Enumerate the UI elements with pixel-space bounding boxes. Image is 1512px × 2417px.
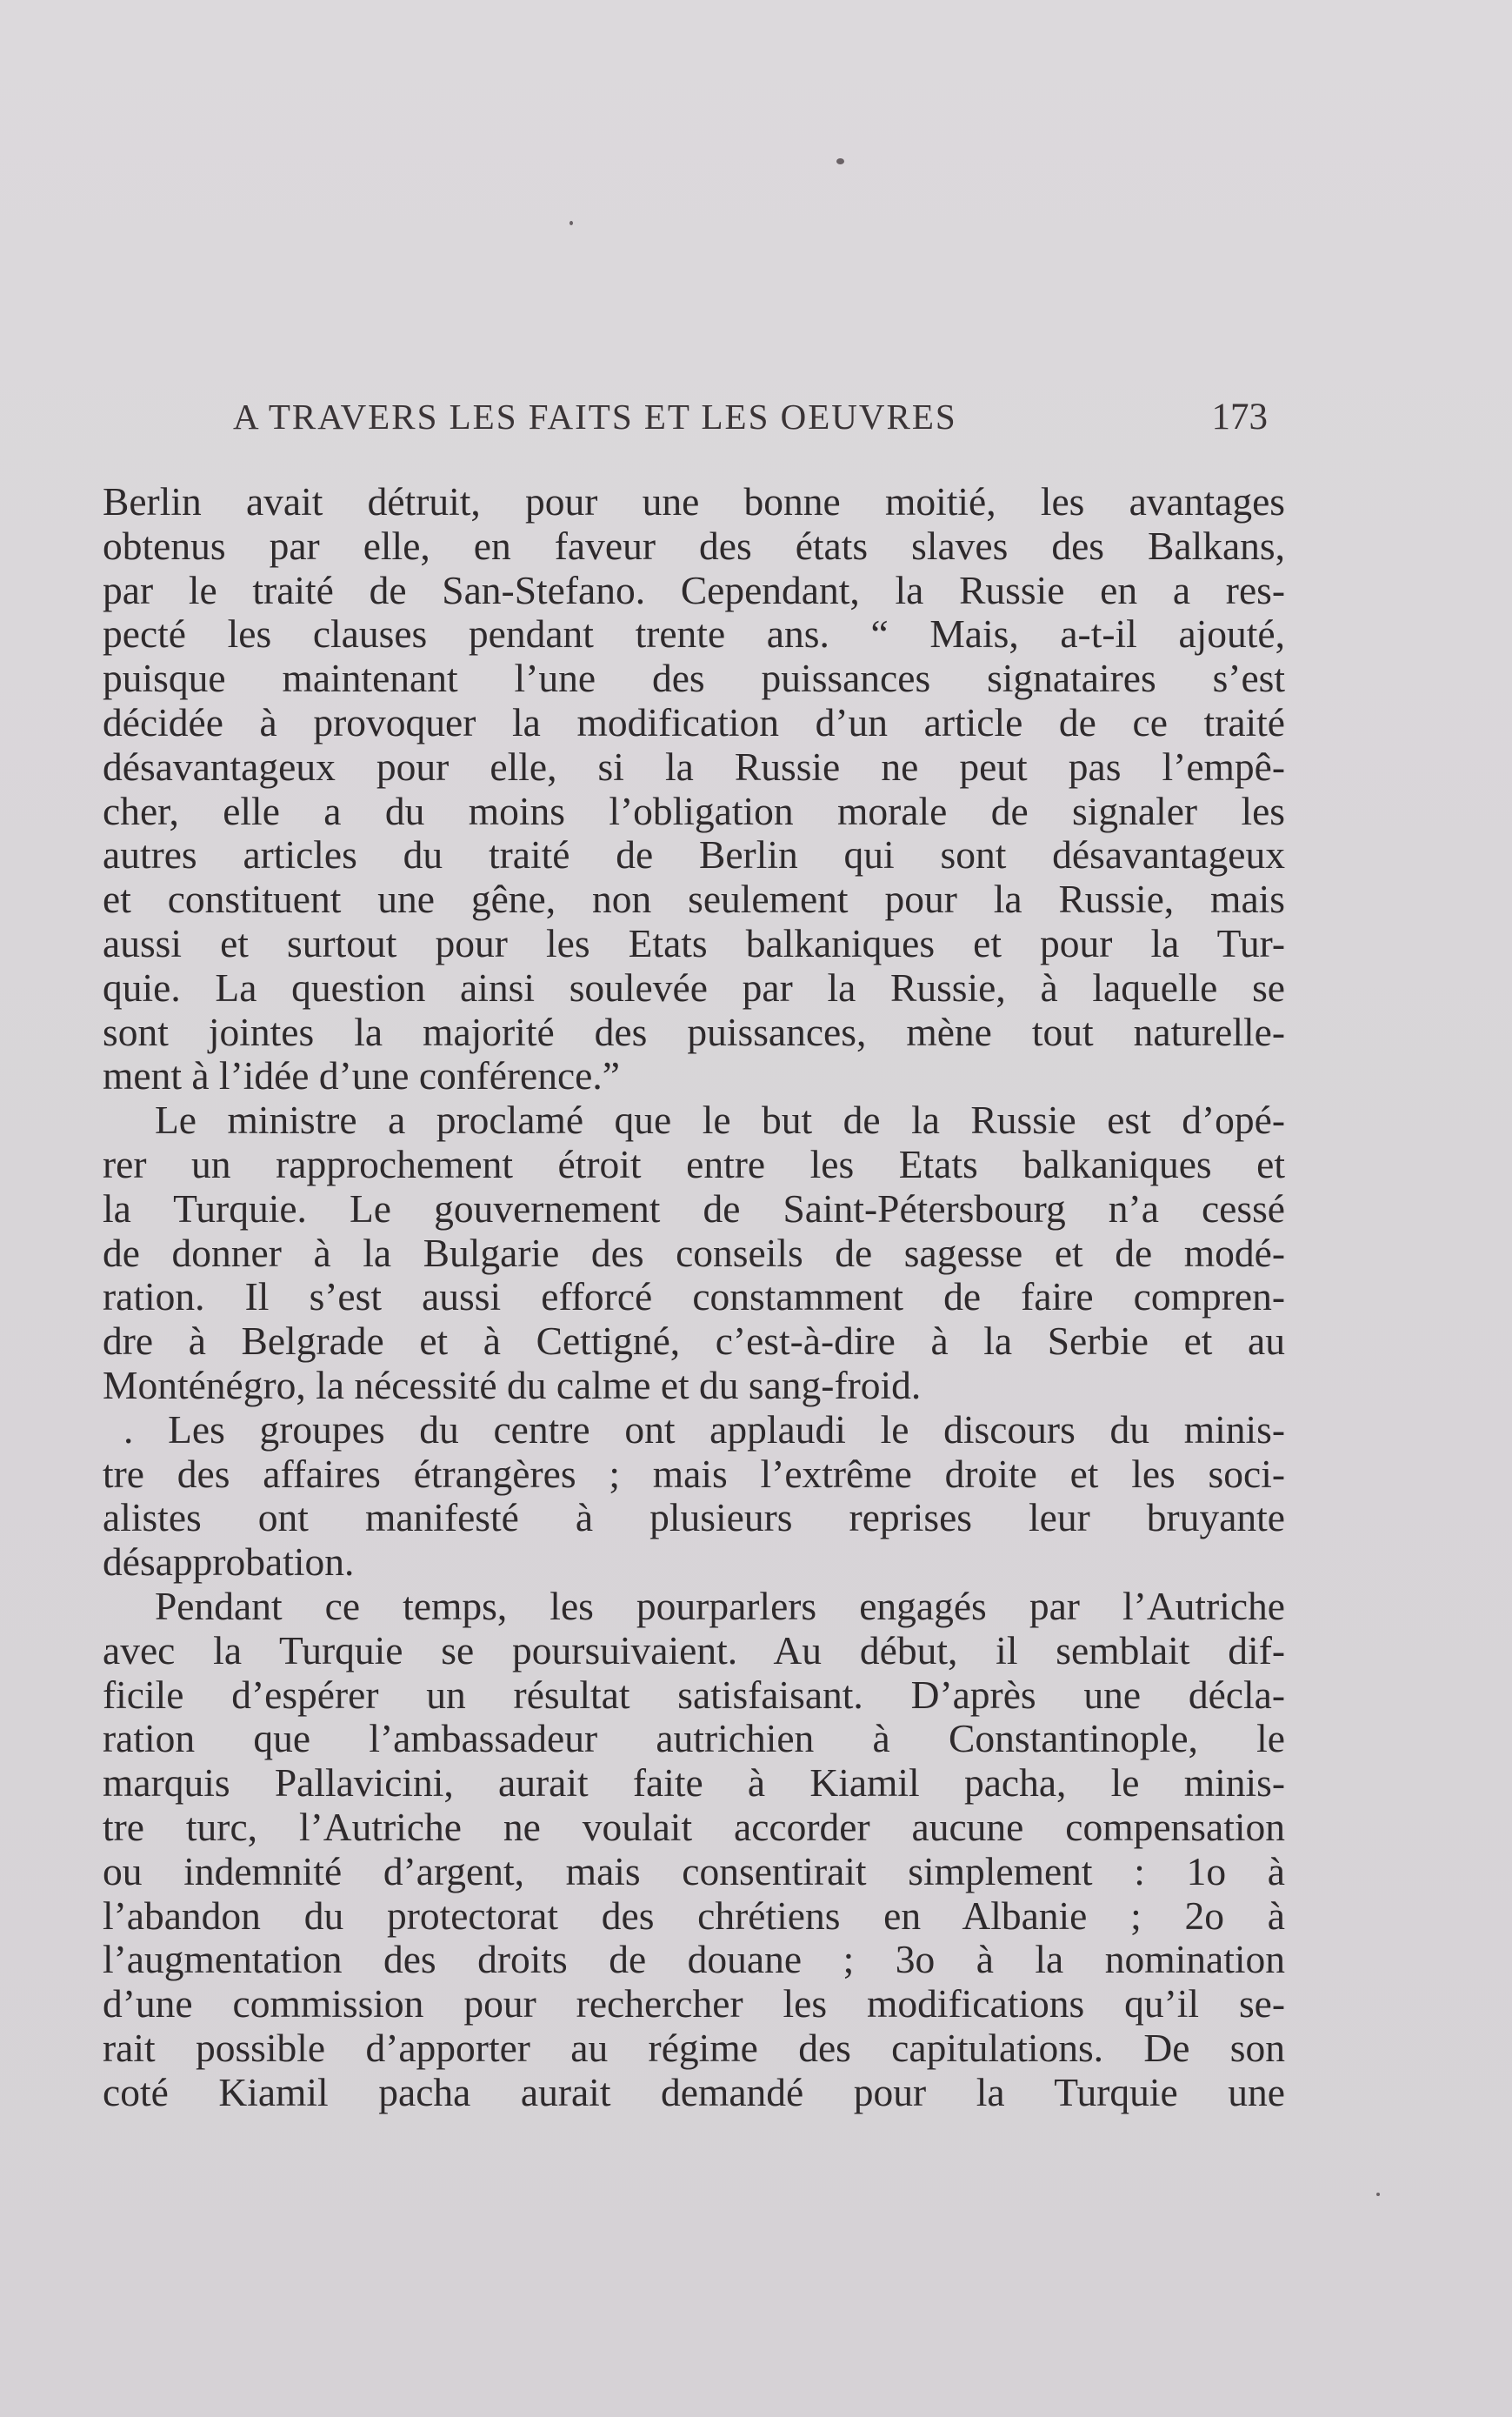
text-line: . Les groupes du centre ont applaudi le discours du minis- <box>123 1406 1285 1452</box>
text-line: par le traité de San-Stefano. Cependant, la Russie en a res- <box>103 567 1285 612</box>
text-line: la Turquie. Le gouvernement de Saint-Pétersbourg n’a cessé <box>103 1185 1285 1231</box>
text-line: Pendant ce temps, les pourparlers engagés par l’Autriche <box>155 1583 1285 1628</box>
text-line: tre turc, l’Autriche ne voulait accorder aucune compensation <box>103 1804 1285 1849</box>
text-line: obtenus par elle, en faveur des états slaves des Balkans, <box>103 523 1285 568</box>
paragraph <box>103 1408 1285 1585</box>
text-line: décidée à provoquer la modification d’un article de ce traité <box>103 699 1285 744</box>
text-line: pecté les clauses pendant trente ans. “ Mais, a-t-il ajouté, <box>103 611 1285 657</box>
body-text <box>103 480 1285 2114</box>
text-line: rait possible d’apporter au régime des capitulations. De son <box>103 2025 1285 2070</box>
text-line: Berlin avait détruit, pour une bonne moitié, les avantages <box>103 479 1285 524</box>
text-line: avec la Turquie se poursuivaient. Au début, il semblait dif- <box>103 1627 1285 1673</box>
text-line: l’augmentation des droits de douane ; 3o à la nomination <box>103 1937 1285 1982</box>
paragraph <box>103 1585 1285 2115</box>
text-line: et constituent une gêne, non seulement pour la Russie, mais <box>103 877 1285 922</box>
text-line: d’une commission pour rechercher les modifications qu’il se- <box>103 1981 1285 2026</box>
text-line: quie. La question ainsi soulevée par la Russie, à laquelle se <box>103 965 1285 1010</box>
text-line: l’abandon du protectorat des chrétiens en Albanie ; 2o à <box>103 1893 1285 1938</box>
paragraph <box>103 1098 1285 1408</box>
page-header <box>233 396 1268 448</box>
text-line: Le ministre a proclamé que le but de la Russie est d’opé- <box>155 1098 1285 1143</box>
text-line: ration. Il s’est aussi efforcé constamment de faire compren- <box>103 1274 1285 1319</box>
ink-speck <box>569 221 573 225</box>
text-line: ou indemnité d’argent, mais consentirait simplement : 1o à <box>103 1848 1285 1893</box>
ink-speck <box>1376 2193 1380 2196</box>
text-line: cher, elle a du moins l’obligation morale de signaler les <box>103 788 1285 833</box>
text-line: désapprobation. <box>103 1539 355 1585</box>
text-line: ficile d’espérer un résultat satisfaisant. D’après une décla- <box>103 1672 1285 1717</box>
page-number: 173 <box>1211 397 1268 437</box>
text-line: coté Kiamil pacha aurait demandé pour la Turquie une <box>103 2069 1285 2114</box>
text-line: puisque maintenant l’une des puissances signataires s’est <box>103 656 1285 701</box>
text-line: tre des affaires étrangères ; mais l’extrême droite et les soci- <box>103 1451 1285 1496</box>
text-line: marquis Pallavicini, aurait faite à Kiamil pacha, le minis- <box>103 1760 1285 1806</box>
text-line: aussi et surtout pour les Etats balkaniques et pour la Tur- <box>103 920 1285 965</box>
text-line: Monténégro, la nécessité du calme et du sang-froid. <box>103 1362 922 1407</box>
ink-speck <box>836 158 844 164</box>
text-line: de donner à la Bulgarie des conseils de sagesse et de modé- <box>103 1230 1285 1275</box>
text-line: ment à l’idée d’une conférence.” <box>103 1053 620 1098</box>
text-line: dre à Belgrade et à Cettigné, c’est-à-dire à la Serbie et au <box>103 1319 1285 1364</box>
running-head: A TRAVERS LES FAITS ET LES OEUVRES <box>233 397 957 437</box>
text-line: alistes ont manifesté à plusieurs reprises leur bruyante <box>103 1495 1285 1540</box>
text-line: désavantageux pour elle, si la Russie ne peut pas l’empê- <box>103 744 1285 789</box>
paragraph <box>103 480 1285 1098</box>
text-line: rer un rapprochement étroit entre les Etats balkaniques et <box>103 1141 1285 1186</box>
text-line: sont jointes la majorité des puissances, mène tout naturelle- <box>103 1009 1285 1054</box>
text-line: ration que l’ambassadeur autrichien à Constantinople, le <box>103 1716 1285 1761</box>
text-line: autres articles du traité de Berlin qui sont désavantageux <box>103 832 1285 878</box>
